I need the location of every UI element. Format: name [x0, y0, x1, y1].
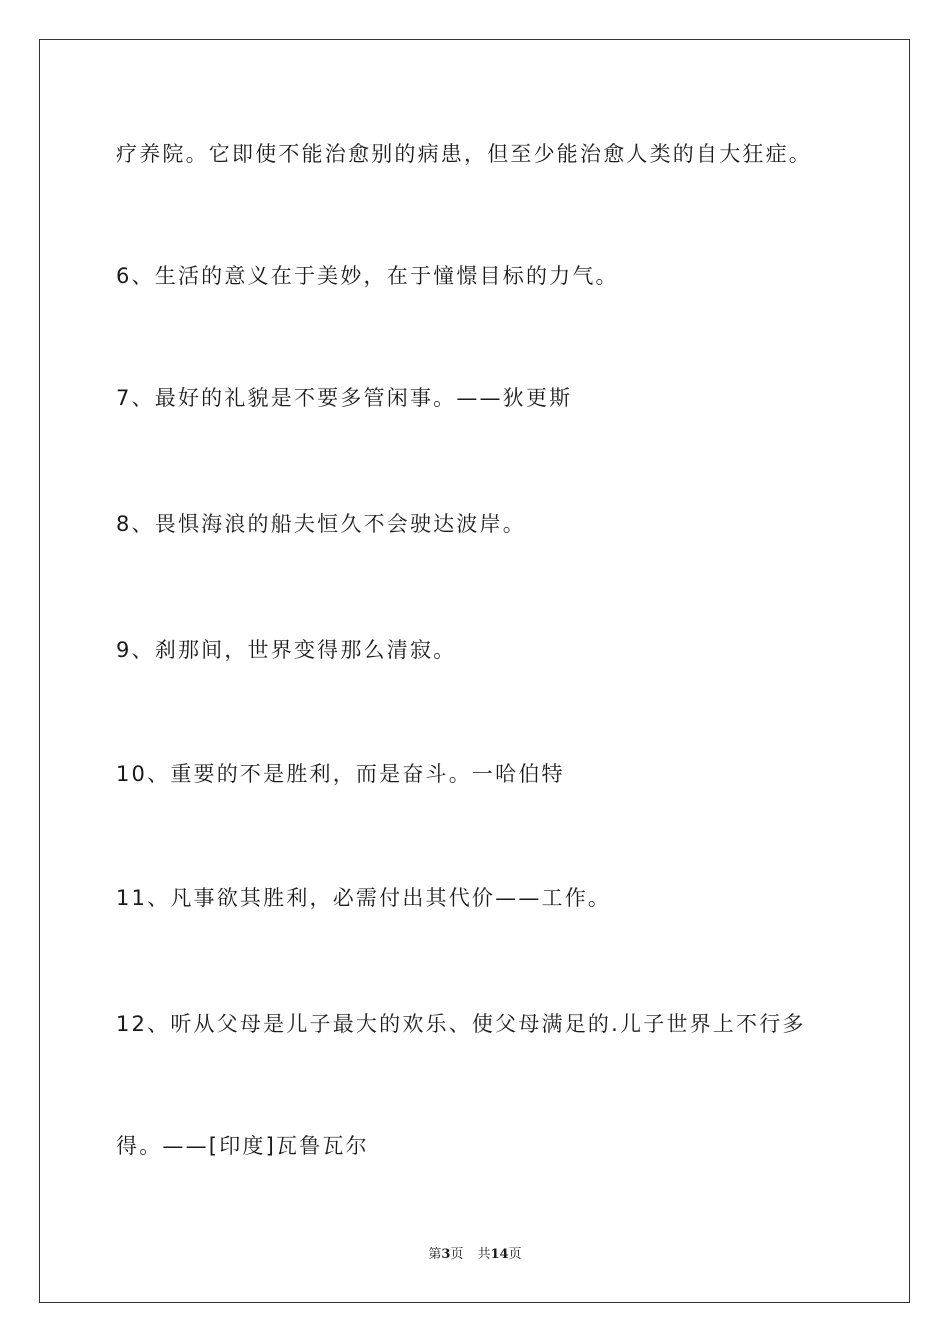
- quote-6: 6、生活的意义在于美妙，在于憧憬目标的力气。: [116, 264, 619, 288]
- page-suffix: 页: [450, 1247, 464, 1262]
- quote-12-line-2: 得。——[印度]瓦鲁瓦尔: [116, 1134, 369, 1158]
- quote-10: 10、重要的不是胜利，而是奋斗。一哈伯特: [116, 762, 565, 786]
- total-suffix: 页: [508, 1247, 522, 1262]
- page-footer: [0, 1246, 950, 1264]
- page-prefix: 第: [428, 1247, 442, 1262]
- page-border: [39, 39, 910, 1303]
- text-line-1: 疗养院。它即使不能治愈别的病患，但至少能治愈人类的自大狂症。: [116, 142, 812, 166]
- total-prefix: 共: [477, 1247, 491, 1262]
- page-number: 3: [441, 1247, 451, 1262]
- quote-11: 11、凡事欲其胜利，必需付出其代价——工作。: [116, 886, 612, 910]
- quote-9: 9、刹那间，世界变得那么清寂。: [116, 638, 457, 662]
- quote-12-line-1: 12、听从父母是儿子最大的欢乐、使父母满足的.儿子世界上不行多: [116, 1012, 806, 1036]
- quote-8: 8、畏惧海浪的船夫恒久不会驶达波岸。: [116, 512, 526, 536]
- quote-7: 7、最好的礼貌是不要多管闲事。——狄更斯: [116, 386, 573, 410]
- total-pages: 14: [490, 1247, 509, 1262]
